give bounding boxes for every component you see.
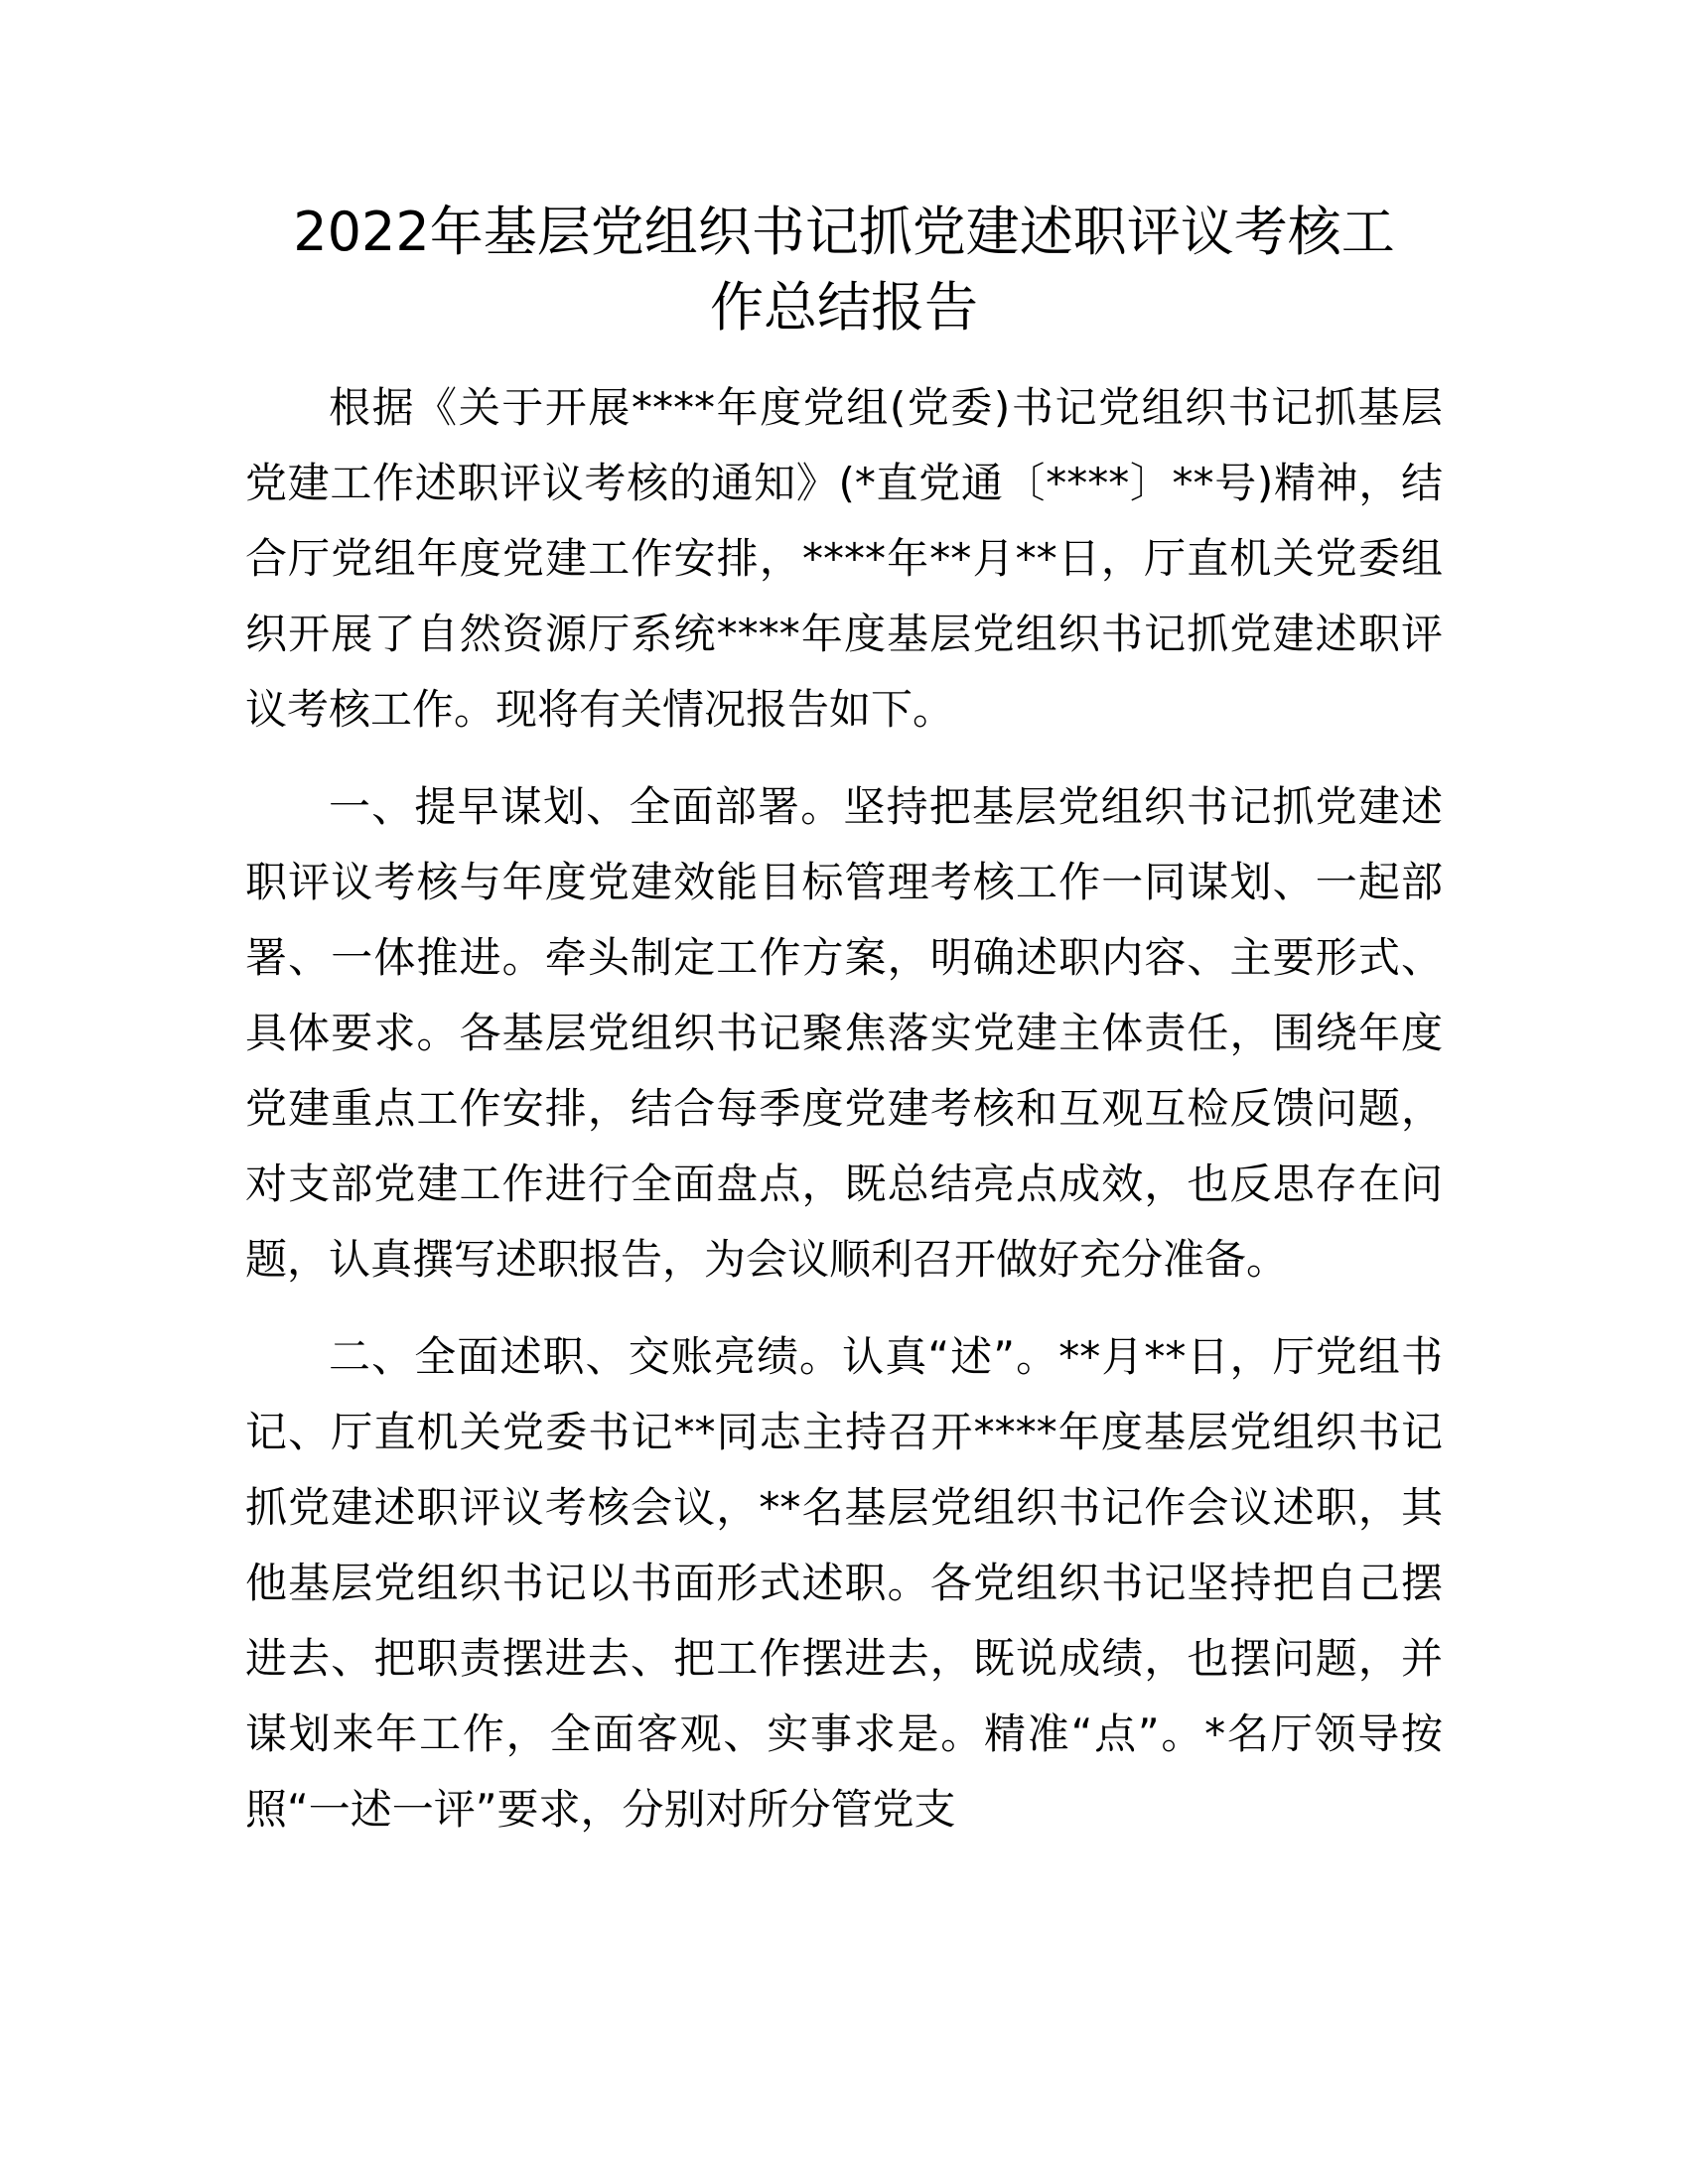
document-title: [199, 195, 1489, 345]
document-body: [245, 370, 1443, 1847]
paragraph-section-1: 一、提早谋划、全面部署。坚持把基层党组织书记抓党建述职评议考核与年度党建效能目标管理考核工作一同谋划、一起部署、一体推进。牵头制定工作方案，明确述职内容、主要形式、具体要求。各基层党组织书记聚焦落实党建主体责任，围绕年度党建重点工作安排，结合每季度党建考核和互观互检反馈问题，对支部党建工作进行全面盘点，既总结亮点成效，也反思存在问题，认真撰写述职报告，为会议顺利召开做好充分准备。: [245, 782, 1443, 1284]
title-line-1: 2022年基层党组织书记抓党建述职评议考核工: [293, 201, 1395, 263]
paragraph-intro: 根据《关于开展****年度党组(党委)书记党组织书记抓基层党建工作述职评议考核的通知》(*直党通〔****〕**号)精神，结合厅党组年度党建工作安排，****年**月**日，厅直机关党委组织开展了自然资源厅系统****年度基层党组织书记抓党建述职评议考核工作。现将有关情况报告如下。: [245, 383, 1443, 734]
title-line-2: 作总结报告: [710, 276, 978, 339]
paragraph-section-2: 二、全面述职、交账亮绩。认真“述”。**月**日，厅党组书记、厅直机关党委书记**同志主持召开****年度基层党组织书记抓党建述职评议考核会议，**名基层党组织书记作会议述职，其他基层党组织书记以书面形式述职。各党组织书记坚持把自己摆进去、把职责摆进去、把工作摆进去，既说成绩，也摆问题，并谋划来年工作，全面客观、实事求是。精准“点”。*名厅领导按照“一述一评”要求，分别对所分管党支: [245, 1332, 1443, 1834]
